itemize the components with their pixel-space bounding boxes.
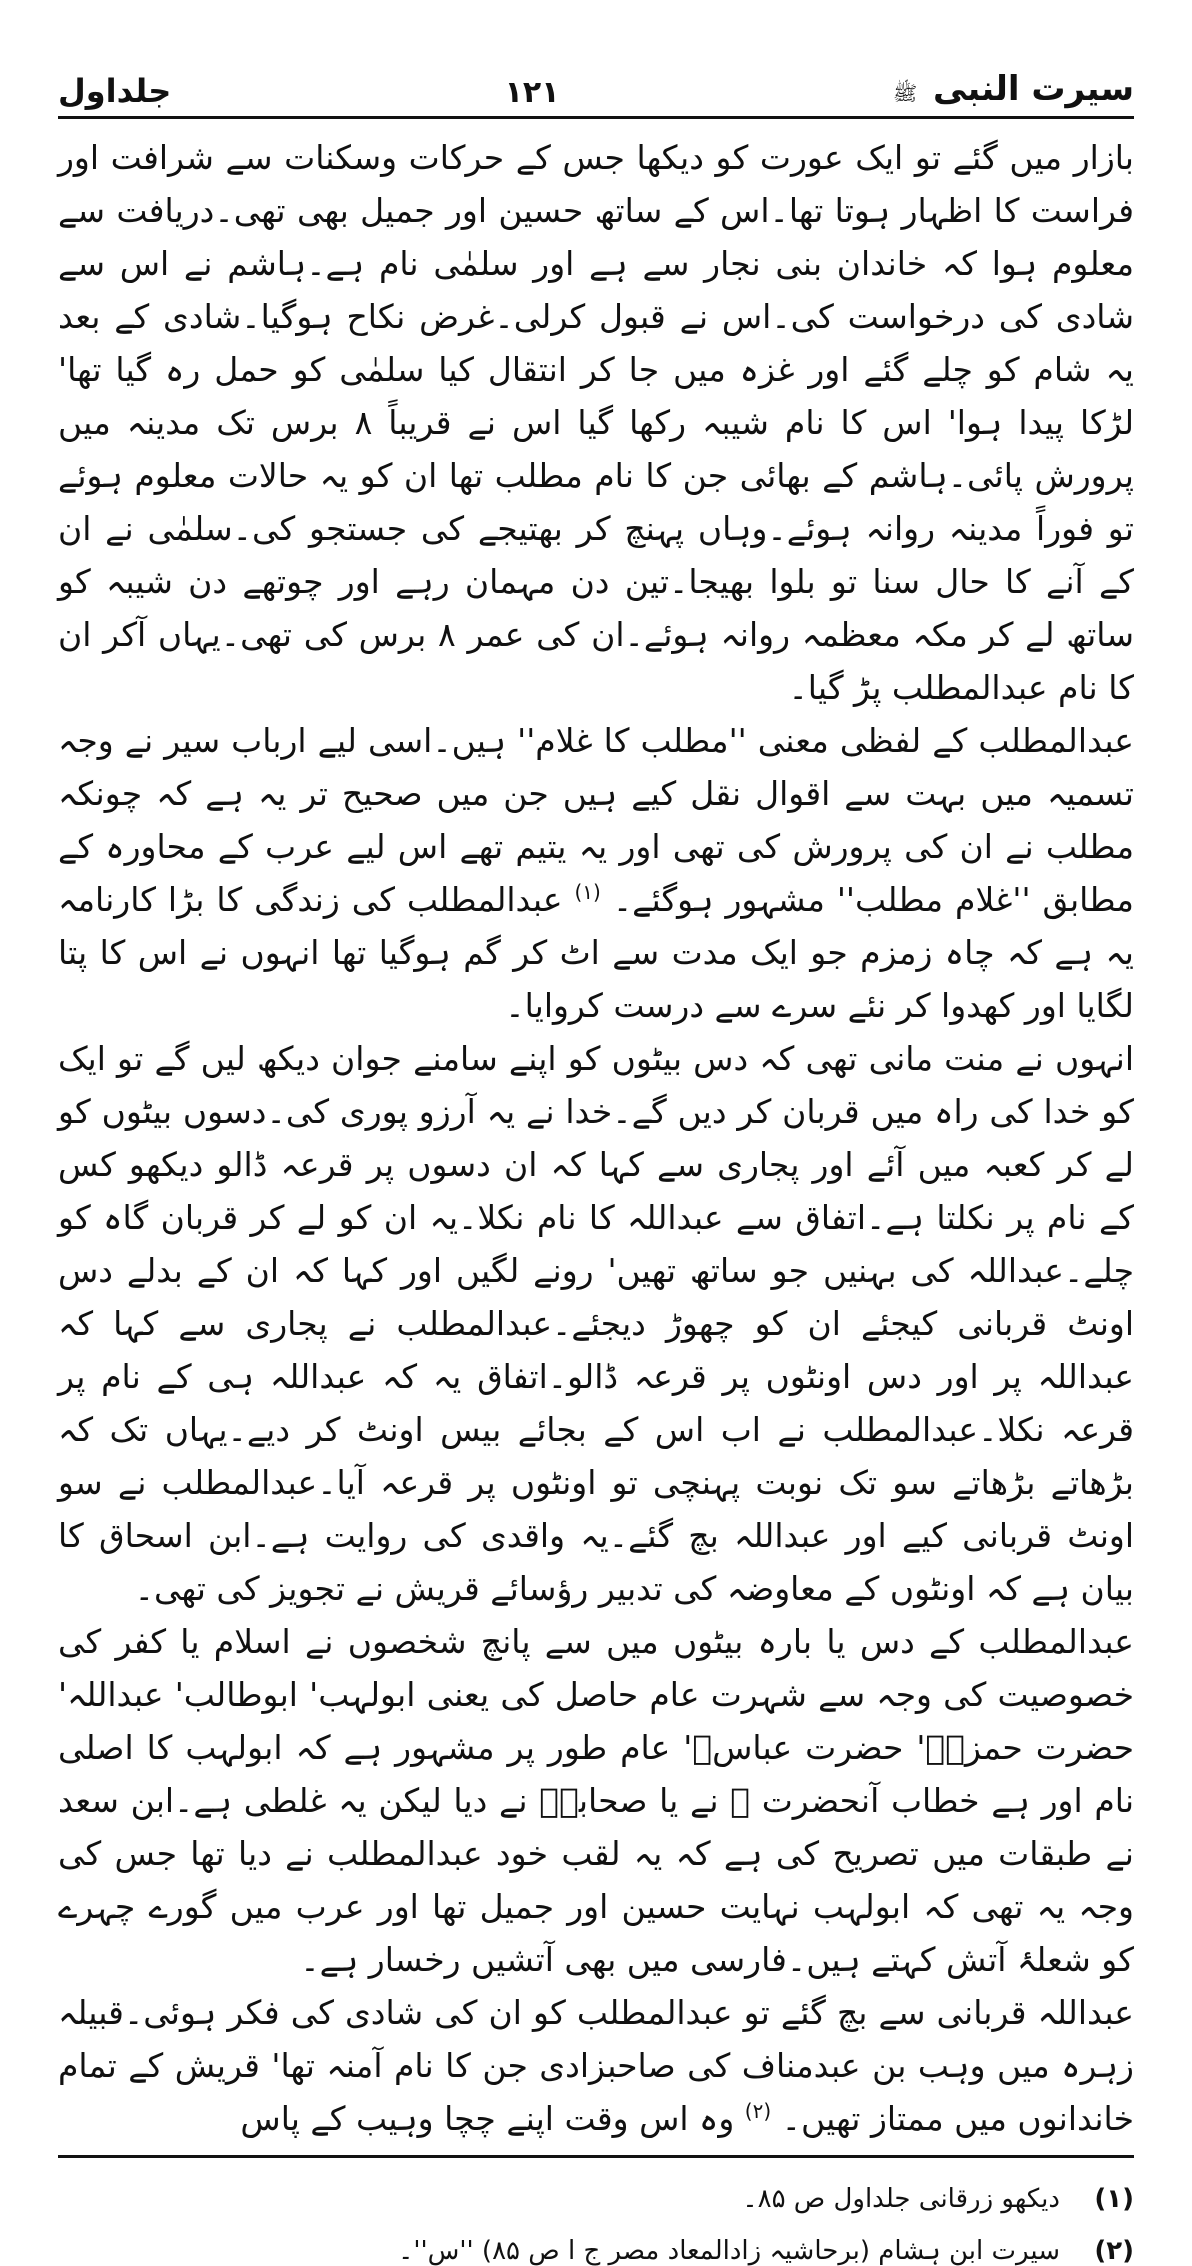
- paragraph-2-part-a: عبدالمطلب کے لفظی معنی ''مطلب کا غلام'' ہیں۔اسی لیے ارباب سیر نے وجہ تسمیہ میں بہت سے اقوال نقل کیے ہیں جن میں صحیح تر یہ ہے کہ چونکہ مطلب نے ان کی پرورش کی تھی اور یہ یتیم تھے اس لیے عرب کے محاورہ کے مطابق ''غلام مطلب'' مشہور ہوگئے۔: [58, 721, 1134, 919]
- paragraph-3: انہوں نے منت مانی تھی کہ دس بیٹوں کو اپنے سامنے جوان دیکھ لیں گے تو ایک کو خدا کی راہ میں قربان کر دیں گے۔خدا نے یہ آرزو پوری کی۔دسوں بیٹوں کو لے کر کعبہ میں آئے اور پجاری سے کہا کہ ان دسوں پر قرعہ ڈالو دیکھو کس کے نام پر نکلتا ہے۔اتفاق سے عبداللہ کا نام نکلا۔یہ ان کو لے کر قربان گاہ کو چلے۔عبداللہ کی بہنیں جو ساتھ تھیں' رونے لگیں اور کہا کہ ان کے بدلے دس اونٹ قربانی کیجئے ان کو چھوڑ دیجئے۔عبدالمطلب نے پجاری سے کہا کہ عبداللہ پر اور دس اونٹوں پر قرعہ ڈالو۔اتفاق یہ کہ عبداللہ ہی کے نام پر قرعہ نکلا۔عبدالمطلب نے اب اس کے بجائے بیس اونٹ کر دیے۔یہاں تک کہ بڑھاتے بڑھاتے سو تک نوبت پہنچی تو اونٹوں پر قرعہ آیا۔عبدالمطلب نے سو اونٹ قربانی کیے اور عبداللہ بچ گئے۔یہ واقدی کی روایت ہے۔ابن اسحاق کا بیان ہے کہ اونٹوں کے معاوضہ کی تدبیر رؤسائے قریش نے تجویز کی تھی۔: [58, 1039, 1134, 1608]
- footnote-text: سیرت ابن ہشام (برحاشیہ زادالمعاد مصر ج ا ص ۸۵) ''س''۔: [398, 2236, 1060, 2266]
- paragraph-4: عبدالمطلب کے دس یا بارہ بیٹوں میں سے پانچ شخصوں نے اسلام یا کفر کی خصوصیت کی وجہ سے شہرت عام حاصل کی یعنی ابولہب' ابوطالب' عبداللہ' حضرت حمزہؓ' حضرت عباسؓ' عام طور پر مشہور ہے کہ ابولہب کا اصلی نام اور ہے خطاب آنحضرت ﷺ نے یا صحابہؓ نے دیا لیکن یہ غلطی ہے۔ابن سعد نے طبقات میں تصریح کی ہے کہ یہ لقب خود عبدالمطلب نے دیا تھا جس کی وجہ یہ تھی کہ ابولہب نہایت حسین اور جمیل تھا اور عرب میں گورے چہرے کو شعلۂ آتش کہتے ہیں۔فارسی میں بھی آتشیں رخسار ہے۔: [58, 1622, 1135, 1979]
- footnote-ref-2: (۲): [744, 2099, 772, 2123]
- footnote-number: (۲): [1094, 2236, 1134, 2266]
- footnote-ref-1: (۱): [574, 880, 601, 904]
- main-text: [58, 131, 1134, 2145]
- paragraph-2: [58, 714, 1134, 1032]
- footnote-item: [58, 2184, 1134, 2214]
- footnote-number: (۱): [1094, 2184, 1134, 2214]
- book-title-text: سیرت النبی: [932, 69, 1134, 109]
- footnotes: [58, 2184, 1134, 2266]
- page-number: ۱۲۱: [504, 75, 560, 110]
- honorific-glyph: ﷺ: [892, 81, 918, 105]
- footnote-divider: [58, 2155, 1134, 2158]
- book-title: [893, 69, 1134, 110]
- footnote-text: دیکھو زرقانی جلداول ص ۸۵۔: [742, 2184, 1060, 2214]
- paragraph-5-part-a: عبداللہ قربانی سے بچ گئے تو عبدالمطلب کو ان کی شادی کی فکر ہوئی۔قبیلہ زہرہ میں وہب بن عبدمناف کی صاحبزادی جن کا نام آمنہ تھا' قریش کے تمام خاندانوں میں ممتاز تھیں۔: [58, 1993, 1134, 2138]
- paragraph-5: [58, 1986, 1134, 2145]
- footnote-item: [58, 2236, 1134, 2266]
- page-header: [58, 60, 1134, 119]
- paragraph-2-part-b: عبدالمطلب کی زندگی کا بڑا کارنامہ یہ ہے کہ چاہ زمزم جو ایک مدت سے اٹ کر گم ہوگیا تھا انہوں نے اس کا پتا لگایا اور کھدوا کر نئے سرے سے درست کروایا۔: [58, 880, 1134, 1025]
- volume-label: جلداول: [58, 72, 172, 110]
- paragraph-1: بازار میں گئے تو ایک عورت کو دیکھا جس کے حرکات وسکنات سے شرافت اور فراست کا اظہار ہوتا تھا۔اس کے ساتھ حسین اور جمیل بھی تھی۔دریافت سے معلوم ہوا کہ خاندان بنی نجار سے ہے اور سلمٰی نام ہے۔ہاشم نے اس سے شادی کی درخواست کی۔اس نے قبول کرلی۔غرض نکاح ہوگیا۔شادی کے بعد یہ شام کو چلے گئے اور غزہ میں جا کر انتقال کیا سلمٰی کو حمل رہ گیا تھا' لڑکا پیدا ہوا' اس کا نام شیبہ رکھا گیا اس نے قریباً ۸ برس تک مدینہ میں پرورش پائی۔ہاشم کے بھائی جن کا نام مطلب تھا ان کو یہ حالات معلوم ہوئے تو فوراً مدینہ روانہ ہوئے۔وہاں پہنچ کر بھتیجے کی جستجو کی۔سلمٰی نے ان کے آنے کا حال سنا تو بلوا بھیجا۔تین دن مہمان رہے اور چوتھے دن شیبہ کو ساتھ لے کر مکہ معظمہ روانہ ہوئے۔ان کی عمر ۸ برس کی تھی۔یہاں آکر ان کا نام عبدالمطلب پڑ گیا۔: [58, 138, 1134, 707]
- paragraph-5-part-b: وہ اس وقت اپنے چچا وہیب کے پاس: [240, 2099, 735, 2138]
